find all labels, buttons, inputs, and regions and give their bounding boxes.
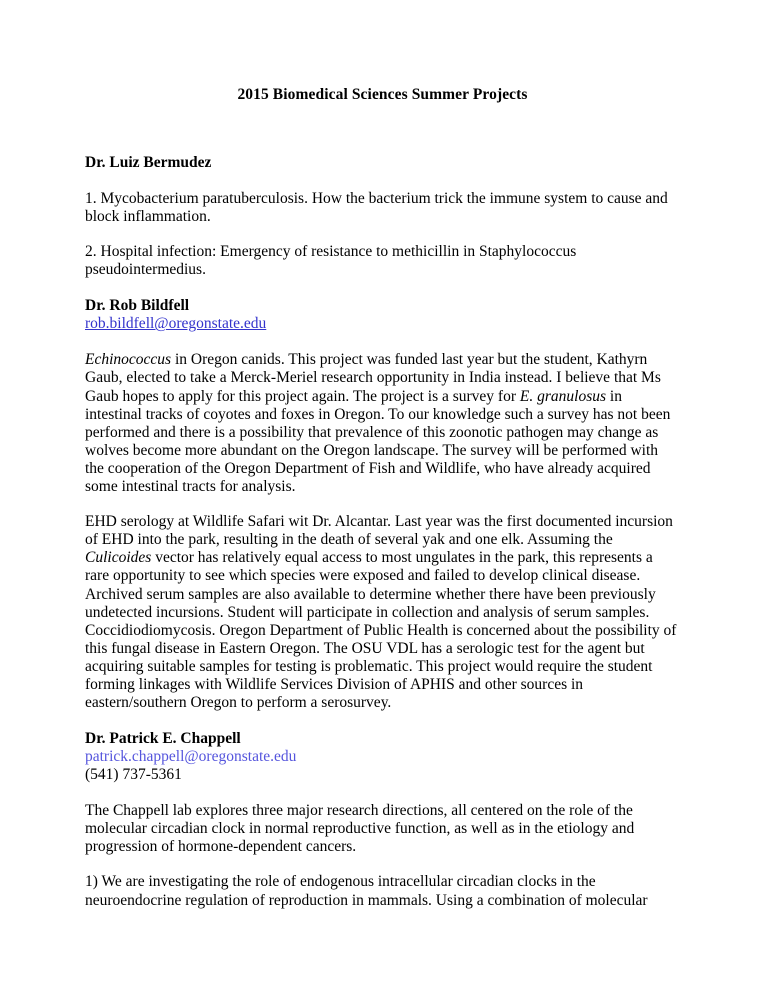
bermudez-project-2: 2. Hospital infection: Emergency of resistance to methicillin in Staphylococcus pseudointermedius. [85, 243, 577, 279]
spacer [85, 496, 680, 513]
page-title: 2015 Biomedical Sciences Summer Projects [237, 86, 528, 103]
contact-email-bildfell [85, 315, 680, 333]
spacer [85, 172, 680, 190]
spacer [85, 856, 680, 873]
ehd-text-part1: EHD serology at Wildlife Safari wit Dr. Alcantar. Last year was the first documented incursion of EHD into the park, resulting in the death of several yak and one elk. Assuming the [85, 513, 673, 549]
title-spacer [85, 104, 680, 154]
echinococcus-text-part2: in intestinal tracks of coyotes and foxes in Oregon. To our knowledge such a survey has not been performed and there is a possibility that prevalence of this zoonotic pathogen may change as wolves become more abundant on the Oregon landscape. The survey will be performed with the cooperation of the Oregon Department of Fish and Wildlife, who have already acquired some intestinal tracts for analysis. [85, 387, 671, 496]
chappell-direction-1-paragraph: 1) We are investigating the role of endogenous intracellular circadian clocks in the neuroendocrine regulation of reproduction in mammals. Using a combination of molecular [85, 873, 648, 909]
contact-email-chappell [85, 748, 680, 766]
italic-taxon-e-granulosus: E. granulosus [519, 387, 607, 405]
chappell-overview-paragraph: The Chappell lab explores three major research directions, all centered on the role of the molecular circadian clock in normal reproductive function, as well as in the etiology and progression of hormone-dependent cancers. [85, 802, 635, 856]
italic-taxon-culicoides: Culicoides [85, 549, 152, 567]
section-chappell [85, 730, 680, 909]
bildfell-ehd-paragraph [85, 513, 680, 712]
bermudez-project-1: 1. Mycobacterium paratuberculosis. How the bacterium trick the immune system to cause and block inflammation. [85, 190, 668, 226]
italic-taxon-echinococcus: Echinococcus [85, 351, 172, 369]
person-name-chappell: Dr. Patrick E. Chappell [85, 730, 241, 748]
email-link-bildfell[interactable]: rob.bildfell@oregonstate.edu [85, 315, 267, 333]
person-name-bermudez: Dr. Luiz Bermudez [85, 154, 212, 171]
bildfell-echinococcus-paragraph [85, 351, 680, 496]
section-bermudez [85, 154, 680, 279]
spacer [85, 333, 680, 351]
spacer [85, 226, 680, 243]
echinococcus-text-part1: in Oregon canids. This project was funded last year but the student, Kathyrn Gaub, elected to take a Merck-Meriel research opportunity in India instead. I believe that Ms Gaub hopes to apply for this project again. The project is a survey for [85, 351, 661, 405]
spacer [85, 279, 680, 297]
spacer [85, 712, 680, 730]
spacer [85, 784, 680, 802]
section-bildfell [85, 297, 680, 712]
contact-phone-chappell: (541) 737-5361 [85, 766, 182, 784]
person-name-bildfell: Dr. Rob Bildfell [85, 297, 190, 315]
ehd-text-part2: vector has relatively equal access to most ungulates in the park, this represents a rare opportunity to see which species were exposed and failed to develop clinical disease. Archived serum samples are also available to determine whether there have been previously undetected incursions. Student will participate in collection and analysis of serum samples. Coccidiodiomycosis. Oregon Department of Public Health is concerned about the possibility of this fungal disease in Eastern Oregon. The OSU VDL has a serologic test for the agent but acquiring suitable samples for testing is problematic. This project would require the student forming linkages with Wildlife Services Division of APHIS and other sources in eastern/southern Oregon to perform a serosurvey. [85, 549, 677, 712]
email-link-chappell[interactable]: patrick.chappell@oregonstate.edu [85, 748, 297, 766]
